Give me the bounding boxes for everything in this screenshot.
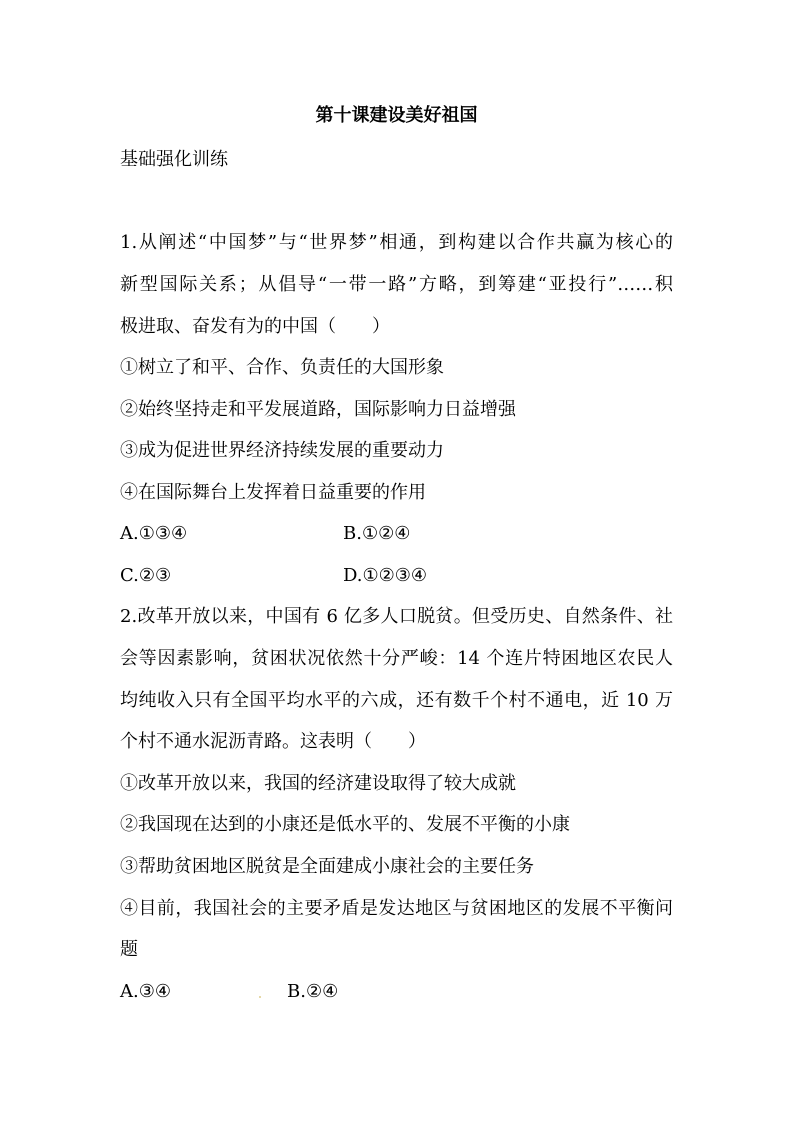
question-2-statement-4: ④目前，我国社会的主要矛盾是发达地区与贫困地区的发展不平衡问 (120, 898, 673, 919)
question-1-stem-line: 新型国际关系；从倡导“一带一路”方略，到筹建“亚投行”……积 (120, 274, 673, 295)
question-1-option-b: B.①②④ (343, 523, 411, 544)
question-1-stem-line: 1.从阐述“中国梦”与“世界梦”相通，到构建以合作共赢为核心的 (120, 232, 673, 253)
question-2-statement-2: ②我国现在达到的小康还是低水平的、发展不平衡的小康 (120, 814, 570, 835)
question-1-statement-4: ④在国际舞台上发挥着日益重要的作用 (120, 482, 426, 503)
question-2-statement-3: ③帮助贫困地区脱贫是全面建成小康社会的主要任务 (120, 856, 534, 877)
question-1-option-a: A.①③④ (120, 523, 188, 544)
question-2-statement-4-continued: 题 (120, 939, 138, 960)
question-2-stem-line: 2.改革开放以来，中国有 6 亿多人口脱贫。但受历史、自然条件、社 (120, 606, 673, 627)
question-2-option-b: B.②④ (287, 981, 339, 1002)
stray-mark (259, 996, 261, 998)
question-1-option-d: D.①②③④ (343, 565, 428, 586)
question-1-statement-2: ②始终坚持走和平发展道路，国际影响力日益增强 (120, 399, 516, 420)
question-1-statement-1: ①树立了和平、合作、负责任的大国形象 (120, 357, 444, 378)
question-1-option-c: C.②③ (120, 565, 172, 586)
question-2-stem-line: 会等因素影响，贫困状况依然十分严峻：14 个连片特困地区农民人 (120, 648, 673, 669)
question-1-statement-3: ③成为促进世界经济持续发展的重要动力 (120, 440, 444, 461)
question-2-statement-1: ①改革开放以来，我国的经济建设取得了较大成就 (120, 773, 516, 794)
question-2-stem-line: 个村不通水泥沥青路。这表明（ ） (120, 731, 426, 752)
section-heading: 基础强化训练 (120, 149, 228, 170)
page-title: 第十课建设美好祖国 (315, 105, 478, 126)
question-2-stem-line: 均纯收入只有全国平均水平的六成，还有数千个村不通电，近 10 万 (120, 690, 673, 711)
question-1-stem-line: 极进取、奋发有为的中国（ ） (120, 316, 390, 337)
question-2-option-a: A.③④ (120, 981, 171, 1002)
